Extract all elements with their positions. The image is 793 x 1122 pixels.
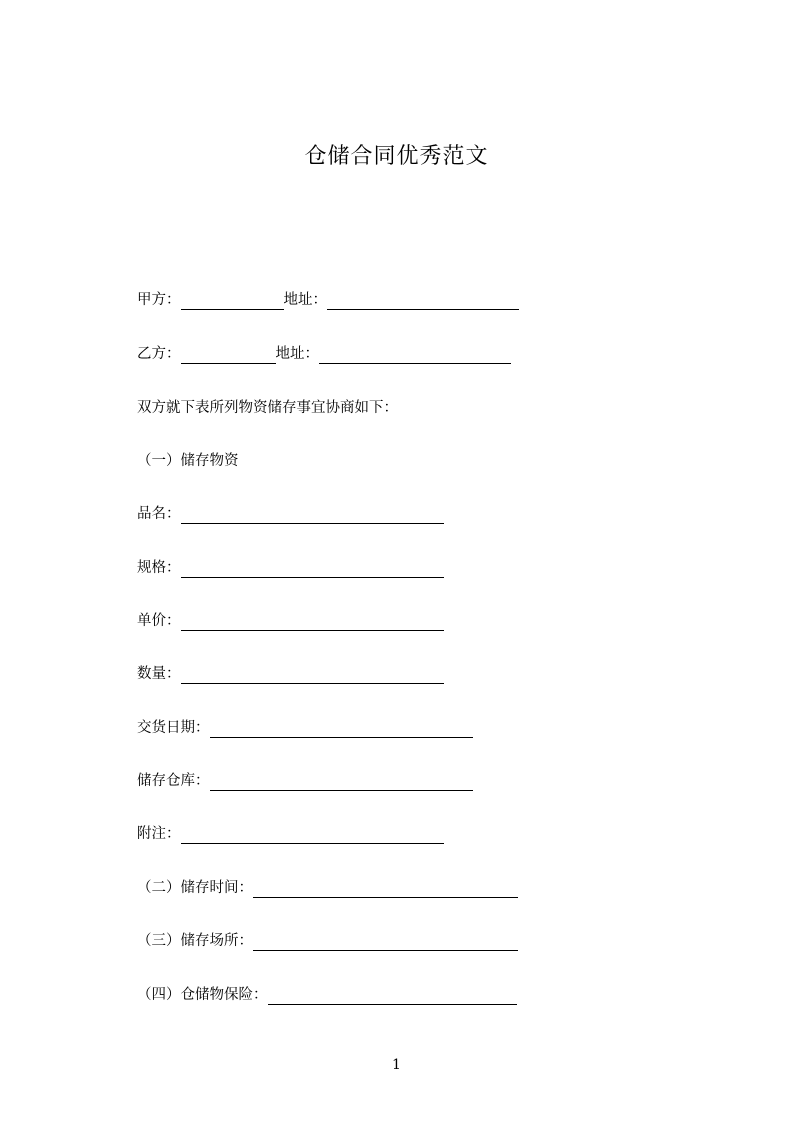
quantity-blank[interactable] <box>181 665 444 684</box>
notes-line <box>137 823 444 845</box>
spec-line <box>137 557 444 579</box>
warehouse-blank[interactable] <box>210 772 473 791</box>
party-a-address-blank[interactable] <box>327 291 519 310</box>
section2-label: （二）储存时间： <box>137 880 253 896</box>
product-name-blank[interactable] <box>181 505 444 524</box>
section3-line <box>137 930 518 952</box>
document-title: 仓储合同优秀范文 <box>304 144 489 169</box>
intro-line <box>137 397 398 419</box>
party-a-label: 甲方： <box>137 292 181 308</box>
party-a-line <box>137 289 519 311</box>
section1-heading-line <box>137 450 239 472</box>
product-name-line <box>137 503 444 525</box>
warehouse-line <box>137 770 473 792</box>
page-number: 1 <box>392 1057 401 1073</box>
unit-price-label: 单价： <box>137 613 181 629</box>
unit-price-blank[interactable] <box>181 612 444 631</box>
delivery-date-label: 交货日期： <box>137 720 210 736</box>
notes-label: 附注： <box>137 826 181 842</box>
party-b-blank[interactable] <box>181 345 276 364</box>
section2-blank[interactable] <box>253 879 518 898</box>
spec-label: 规格： <box>137 560 181 576</box>
quantity-label: 数量： <box>137 666 181 682</box>
delivery-date-blank[interactable] <box>210 719 473 738</box>
section4-blank[interactable] <box>268 986 517 1005</box>
party-a-address-label: 地址： <box>283 292 327 308</box>
unit-price-line <box>137 610 444 632</box>
party-a-blank[interactable] <box>181 291 284 310</box>
notes-blank[interactable] <box>181 825 444 844</box>
party-b-label: 乙方： <box>137 346 181 362</box>
product-name-label: 品名： <box>137 506 181 522</box>
section4-label: （四）仓储物保险： <box>137 987 268 1003</box>
party-b-address-blank[interactable] <box>319 345 511 364</box>
section1-heading: （一）储存物资 <box>137 453 239 469</box>
party-b-address-label: 地址： <box>275 346 319 362</box>
quantity-line <box>137 663 444 685</box>
intro-text: 双方就下表所列物资储存事宜协商如下： <box>137 400 398 416</box>
section3-blank[interactable] <box>253 932 518 951</box>
warehouse-label: 储存仓库： <box>137 773 210 789</box>
delivery-date-line <box>137 717 473 739</box>
section3-label: （三）储存场所： <box>137 933 253 949</box>
spec-blank[interactable] <box>181 559 444 578</box>
party-b-line <box>137 343 511 365</box>
section2-line <box>137 877 518 899</box>
section4-line <box>137 984 517 1006</box>
